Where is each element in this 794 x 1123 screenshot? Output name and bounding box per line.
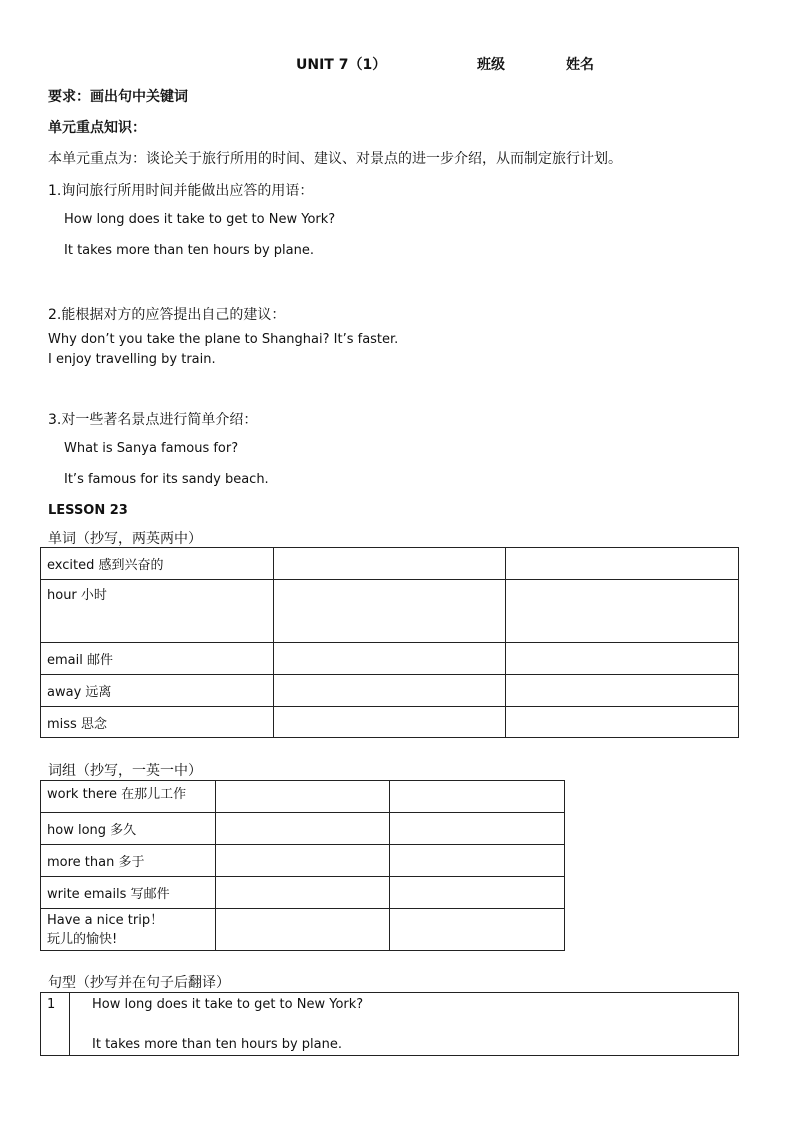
table-row xyxy=(41,909,565,951)
class-label: 班级 xyxy=(477,57,505,73)
blank-cell[interactable] xyxy=(274,675,506,707)
phrase-cell: how long 多久 xyxy=(41,813,216,845)
phrase-cell: write emails 写邮件 xyxy=(41,877,216,909)
table-row xyxy=(41,781,565,813)
blank-cell[interactable] xyxy=(390,909,565,951)
word-cell: hour 小时 xyxy=(41,580,274,643)
sentence-number: 1 xyxy=(41,993,70,1056)
point-3-line-2: It’s famous for its sandy beach. xyxy=(64,472,269,487)
point-3-line-1: What is Sanya famous for? xyxy=(64,441,239,456)
phrases-table xyxy=(40,780,565,951)
point-2-title: 2.能根据对方的应答提出自己的建议： xyxy=(48,307,286,323)
sentences-table xyxy=(40,992,739,1056)
table-row xyxy=(41,548,739,580)
table-row xyxy=(41,993,739,1056)
word-cell: miss 思念 xyxy=(41,707,274,738)
blank-cell[interactable] xyxy=(390,781,565,813)
blank-cell[interactable] xyxy=(390,813,565,845)
sentence-line: How long does it take to get to New York? xyxy=(92,997,364,1012)
lesson-title: LESSON 23 xyxy=(48,503,128,518)
sentence-line: It takes more than ten hours by plane. xyxy=(92,1037,343,1052)
table-row xyxy=(41,845,565,877)
words-table xyxy=(40,547,739,738)
table-row xyxy=(41,877,565,909)
table-row xyxy=(41,813,565,845)
blank-cell[interactable] xyxy=(506,580,739,643)
point-2-line-1: Why don’t you take the plane to Shanghai? It’s faster. xyxy=(48,332,399,347)
blank-cell[interactable] xyxy=(274,707,506,738)
sentences-title: 句型（抄写并在句子后翻译） xyxy=(48,975,230,991)
name-label: 姓名 xyxy=(566,57,594,73)
phrase-line: Have a nice trip！ xyxy=(47,912,164,928)
point-3-title: 3.对一些著名景点进行简单介绍： xyxy=(48,412,258,428)
point-1-title: 1.询问旅行所用时间并能做出应答的用语： xyxy=(48,183,314,199)
blank-cell[interactable] xyxy=(274,643,506,675)
point-1-line-2: It takes more than ten hours by plane. xyxy=(64,243,315,258)
table-row xyxy=(41,643,739,675)
blank-cell[interactable] xyxy=(390,845,565,877)
words-title: 单词（抄写，两英两中） xyxy=(48,531,202,547)
phrases-title: 词组（抄写，一英一中） xyxy=(48,763,202,779)
blank-cell[interactable] xyxy=(390,877,565,909)
blank-cell[interactable] xyxy=(274,548,506,580)
blank-cell[interactable] xyxy=(506,548,739,580)
unit-title: UNIT 7（1） xyxy=(296,57,387,73)
table-row xyxy=(41,707,739,738)
word-cell: email 邮件 xyxy=(41,643,274,675)
requirement: 要求：画出句中关键词 xyxy=(48,89,188,105)
word-cell: away 远离 xyxy=(41,675,274,707)
blank-cell[interactable] xyxy=(506,675,739,707)
phrase-cell xyxy=(41,909,216,951)
blank-cell[interactable] xyxy=(216,813,390,845)
phrase-line: 玩儿的愉快! xyxy=(47,931,118,947)
phrase-cell: work there 在那儿工作 xyxy=(41,781,216,813)
blank-cell[interactable] xyxy=(216,781,390,813)
key-points-intro: 本单元重点为：谈论关于旅行所用的时间、建议、对景点的进一步介绍，从而制定旅行计划。 xyxy=(48,151,622,167)
blank-cell[interactable] xyxy=(216,845,390,877)
point-2-line-2: I enjoy travelling by train. xyxy=(48,352,216,367)
point-1-line-1: How long does it take to get to New York? xyxy=(64,212,336,227)
key-points-heading: 单元重点知识： xyxy=(48,120,146,136)
table-row xyxy=(41,580,739,643)
blank-cell[interactable] xyxy=(506,707,739,738)
blank-cell[interactable] xyxy=(274,580,506,643)
word-cell: excited 感到兴奋的 xyxy=(41,548,274,580)
sentence-cell[interactable] xyxy=(70,993,739,1056)
blank-cell[interactable] xyxy=(216,877,390,909)
blank-cell[interactable] xyxy=(216,909,390,951)
blank-cell[interactable] xyxy=(506,643,739,675)
phrase-cell: more than 多于 xyxy=(41,845,216,877)
table-row xyxy=(41,675,739,707)
